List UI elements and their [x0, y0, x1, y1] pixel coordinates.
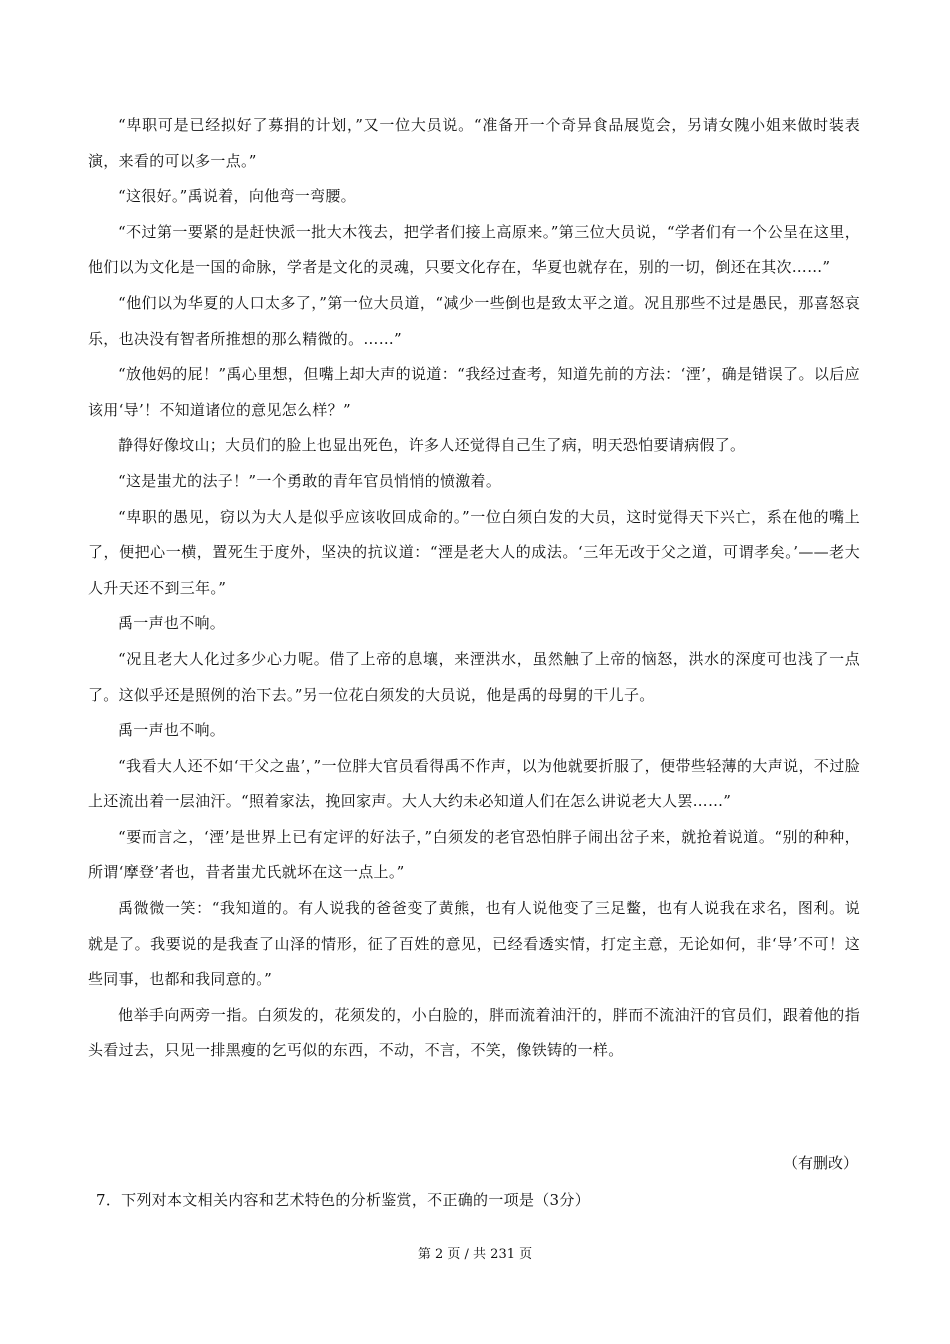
paragraph-2: “这很好。”禹说着，向他弯一弯腰。: [118, 187, 356, 206]
paragraph-9: 禹一声也不响。: [118, 614, 226, 633]
paragraph-10: “况且老大人化过多少心力呢。借了上帝的息壤，来湮洪水，虽然触了上帝的恼怒，洪水的深度可也浅了一点了。这似乎还是照例的治下去。”另一位花白须发的大员说，他是禹的母舅的干儿子。: [88, 649, 860, 704]
question-7: 7．下列对本文相关内容和艺术特色的分析鉴赏，不正确的一项是（3分）: [96, 1191, 590, 1209]
paragraph-14: 禹微微一笑：“我知道的。有人说我的爸爸变了黄熊，也有人说他变了三足鳖，也有人说我在求名，图利。说就是了。我要说的是我查了山泽的情形，征了百姓的意见，已经看透实情，打定主意，无论如何，非‘导’不可！这些同事，也都和我同意的。”: [88, 899, 860, 989]
article-body: [88, 108, 860, 1069]
paragraph-15: 他举手向两旁一指。白须发的，花须发的，小白脸的，胖而流着油汗的，胖而不流油汗的官员们，跟着他的指头看过去，只见一排黑瘦的乞丐似的东西，不动，不言，不笑，像铁铸的一样。: [88, 1005, 860, 1060]
paragraph-3: “不过第一要紧的是赶快派一批大木筏去，把学者们接上高原来。”第三位大员说，“学者们有一个公呈在这里，他们以为文化是一国的命脉，学者是文化的灵魂，只要文化存在，华夏也就存在，别的一切，倒还在其次……”: [88, 222, 860, 277]
paragraph-7: “这是蚩尤的法子！”一个勇敢的青年官员悄悄的愤激着。: [118, 471, 502, 490]
paragraph-13: “要而言之，‘湮’是世界上已有定评的好法子，”白须发的老官恐怕胖子闹出岔子来，就抢着说道。“别的种种，所谓‘摩登’者也，昔者蚩尤氏就坏在这一点上。”: [88, 827, 860, 882]
paragraph-1: “卑职可是已经拟好了募捐的计划，”又一位大员说。“准备开一个奇异食品展览会，另请女隗小姐来做时装表演，来看的可以多一点。”: [88, 116, 860, 170]
paragraph-11: 禹一声也不响。: [118, 721, 226, 740]
paragraph-8: “卑职的愚见，窃以为大人是似乎应该收回成命的。”一位白须白发的大员，这时觉得天下兴亡，系在他的嘴上了，便把心一横，置死生于度外，坚决的抗议道：“湮是老大人的成法。‘三年无改于父之道，可谓孝矣。’——老大人升天还不到三年。”: [88, 507, 860, 597]
source-note: （有删改）: [782, 1154, 858, 1172]
paragraph-12: “我看大人还不如‘干父之蛊’，”一位胖大官员看得禹不作声，以为他就要折服了，便带些轻薄的大声说，不过脸上还流出着一层油汗。“照着家法，挽回家声。大人大约未必知道人们在怎么讲说老大人罢……”: [88, 756, 860, 811]
page-footer: 第 2 页 / 共 231 页: [417, 1247, 533, 1262]
paragraph-4: “他们以为华夏的人口太多了，”第一位大员道，“减少一些倒也是致太平之道。况且那些不过是愚民，那喜怒哀乐，也决没有智者所推想的那么精微的。……”: [88, 293, 860, 348]
paragraph-5: “放他妈的屁！”禹心里想，但嘴上却大声的说道：“我经过查考，知道先前的方法：‘湮’，确是错误了。以后应该用‘导’！不知道诸位的意见怎么样？”: [88, 365, 860, 419]
paragraph-6: 静得好像坟山；大员们的脸上也显出死色，许多人还觉得自己生了病，明天恐怕要请病假了。: [118, 436, 746, 455]
